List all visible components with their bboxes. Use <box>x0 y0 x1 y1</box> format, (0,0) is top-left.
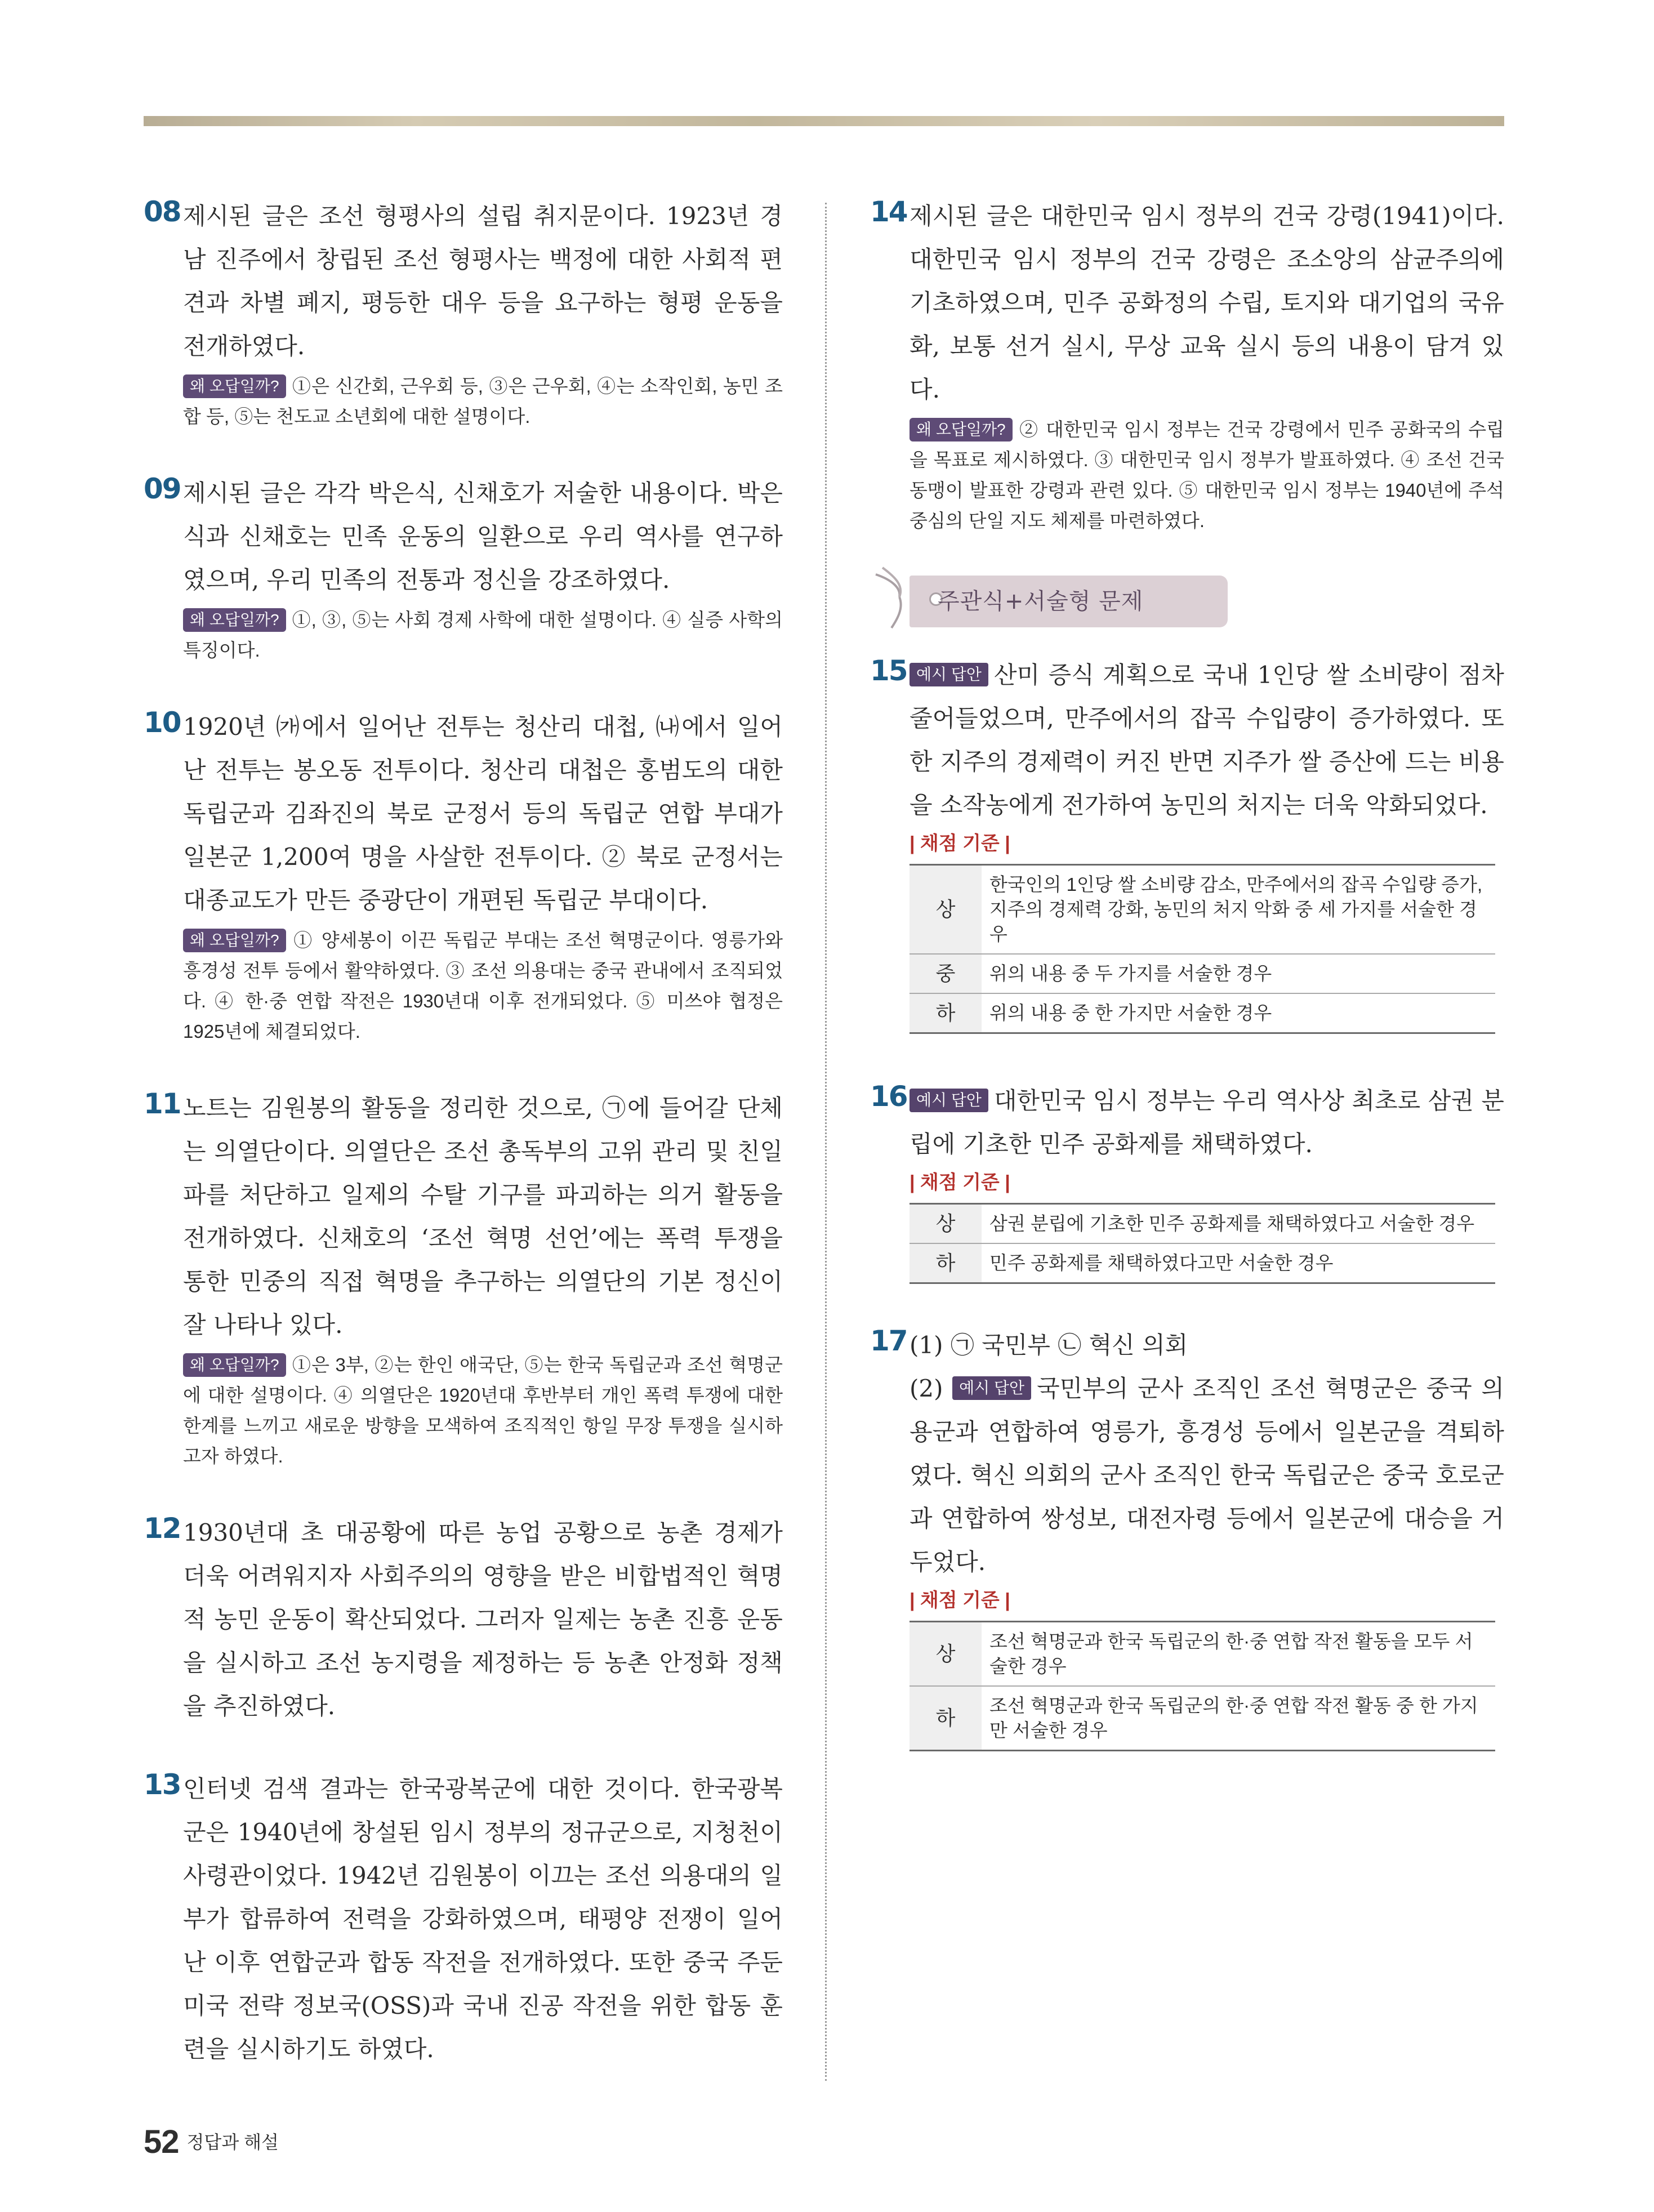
grading-table <box>910 1203 1495 1284</box>
left-column <box>144 194 783 2071</box>
grade-row <box>910 1204 1495 1244</box>
grading-criteria-label: | 채점 기준 | <box>910 833 1010 854</box>
example-answer-badge: 예시 답안 <box>910 1089 988 1112</box>
grade-row <box>910 1686 1495 1751</box>
grade-description: 위의 내용 중 두 가지를 서술한 경우 <box>982 954 1495 993</box>
section-title: 주관식+서술형 문제 <box>938 588 1144 614</box>
answer-13 <box>144 1767 783 2071</box>
column-divider <box>825 203 827 2081</box>
why-wrong-text: ①은 3부, ②는 한인 애국단, ⑤는 한국 독립군과 조선 혁명군에 대한 설명이다. ④ 의열단은 1920년대 후반부터 개인 폭력 투쟁에 대한 한계를 느끼고 새로운 방향을 모색하여 조직적인 항일 무장 투쟁을 실시하고자 하였다. <box>183 1354 783 1466</box>
why-wrong-badge: 왜 오답일까? <box>910 418 1013 441</box>
grade-row <box>910 954 1495 993</box>
answer-09 <box>144 471 783 666</box>
answer-12 <box>144 1511 783 1728</box>
why-wrong-badge: 왜 오답일까? <box>183 929 286 952</box>
answer-text: 제시된 글은 조선 형평사의 설립 취지문이다. 1923년 경남 진주에서 창립된 조선 형평사는 백정에 대한 사회적 편견과 차별 폐지, 평등한 대우 등을 요구하는 형평 운동을 전개하였다. <box>183 202 783 360</box>
question-number: 16 <box>870 1080 907 1113</box>
why-wrong-note <box>183 371 783 432</box>
answer-16 <box>870 1079 1504 1284</box>
example-answer-text: 국민부의 군사 조직인 조선 혁명군은 중국 의용군과 연합하여 영릉가, 흥경성 등에서 일본군을 격퇴하였다. 혁신 의회의 군사 조직인 한국 독립군은 중국 호로군과 연합하여 쌍성보, 대전자령 등에서 일본군에 대승을 거두었다. <box>910 1375 1504 1576</box>
example-answer-text: 대한민국 임시 정부는 우리 역사상 최초로 삼권 분립에 기초한 민주 공화제를 채택하였다. <box>910 1087 1504 1158</box>
section-heading <box>870 563 1504 636</box>
grade-level: 상 <box>910 865 982 955</box>
grade-level: 하 <box>910 993 982 1033</box>
page-number: 52 <box>144 2124 179 2160</box>
answer-15 <box>870 653 1504 1034</box>
answer-08 <box>144 194 783 432</box>
grade-description: 한국인의 1인당 쌀 소비량 감소, 만주에서의 잡곡 수입량 증가, 지주의 경제력 강화, 농민의 처지 악화 중 세 가지를 서술한 경우 <box>982 865 1495 955</box>
grade-row <box>910 1622 1495 1687</box>
grade-description: 조선 혁명군과 한국 독립군의 한·중 연합 작전 활동을 모두 서술한 경우 <box>982 1622 1495 1687</box>
question-number: 17 <box>870 1324 907 1357</box>
answer-part1: (1) ㉠ 국민부 ㉡ 혁신 의회 <box>910 1331 1188 1359</box>
example-answer-badge: 예시 답안 <box>910 663 988 686</box>
footer-label: 정답과 해설 <box>186 2132 279 2152</box>
grade-level: 하 <box>910 1243 982 1283</box>
question-number: 12 <box>144 1512 181 1545</box>
answer-text <box>910 1079 1504 1166</box>
question-number: 10 <box>144 706 181 739</box>
why-wrong-note <box>183 1350 783 1471</box>
example-answer-badge: 예시 답안 <box>952 1376 1031 1400</box>
question-number: 11 <box>144 1087 181 1120</box>
grade-description: 조선 혁명군과 한국 독립군의 한·중 연합 작전 활동 중 한 가지만 서술한 경우 <box>982 1686 1495 1751</box>
answer-11 <box>144 1086 783 1471</box>
answer-part2 <box>910 1367 1504 1584</box>
answer-text: 제시된 글은 각각 박은식, 신채호가 저술한 내용이다. 박은식과 신채호는 민족 운동의 일환으로 우리 역사를 연구하였으며, 우리 민족의 전통과 정신을 강조하였다. <box>183 479 783 594</box>
answer-17 <box>870 1323 1504 1751</box>
grading-criteria-label: | 채점 기준 | <box>910 1172 1010 1193</box>
part-label: (2) <box>910 1375 943 1402</box>
right-column <box>870 194 1504 1751</box>
grade-row <box>910 1243 1495 1283</box>
grade-row <box>910 865 1495 955</box>
why-wrong-note <box>183 925 783 1047</box>
question-number: 09 <box>144 472 181 505</box>
why-wrong-text: ② 대한민국 임시 정부는 건국 강령에서 민주 공화국의 수립을 목표로 제시하였다. ③ 대한민국 임시 정부가 발표하였다. ④ 조선 건국 동맹이 발표한 강령과 관련 있다. ⑤ 대한민국 임시 정부는 1940년에 주석 중심의 단일 지도 체제를 마련하였다. <box>910 419 1504 531</box>
answer-text: 노트는 김원봉의 활동을 정리한 것으로, ㉠에 들어갈 단체는 의열단이다. 의열단은 조선 총독부의 고위 관리 및 친일파를 처단하고 일제의 수탈 기구를 파괴하는 의거 활동을 전개하였다. 신채호의 ‘조선 혁명 선언’에는 폭력 투쟁을 통한 민중의 직접 혁명을 추구하는 의열단의 기본 정신이 잘 나타나 있다. <box>183 1094 783 1339</box>
grade-description: 민주 공화제를 채택하였다고만 서술한 경우 <box>982 1243 1495 1283</box>
answer-14 <box>870 194 1504 536</box>
example-answer-text: 산미 증식 계획으로 국내 1인당 쌀 소비량이 점차 줄어들었으며, 만주에서의 잡곡 수입량이 증가하였다. 또한 지주의 경제력이 커진 반면 지주가 쌀 증산에 드는 비용을 소작농에게 전가하여 농민의 처지는 더욱 악화되었다. <box>910 661 1504 819</box>
answer-text: 제시된 글은 대한민국 임시 정부의 건국 강령(1941)이다. 대한민국 임시 정부의 건국 강령은 조소앙의 삼균주의에 기초하였으며, 민주 공화정의 수립, 토지와 대기업의 국유화, 보통 선거 실시, 무상 교육 실시 등의 내용이 담겨 있다. <box>910 202 1504 403</box>
question-number: 08 <box>144 195 181 228</box>
question-number: 15 <box>870 654 907 687</box>
answer-text <box>910 653 1504 827</box>
answer-text: 인터넷 검색 결과는 한국광복군에 대한 것이다. 한국광복군은 1940년에 창설된 임시 정부의 정규군으로, 지청천이 사령관이었다. 1942년 김원봉이 이끄는 조선 의용대의 일부가 합류하여 전력을 강화하였으며, 태평양 전쟁이 일어난 이후 연합군과 합동 작전을 전개하였다. 또한 중국 주둔 미국 전략 정보국(OSS)과 국내 진공 작전을 위한 합동 훈련을 실시하기도 하였다. <box>183 1775 783 2063</box>
why-wrong-note <box>910 414 1504 536</box>
page-footer <box>144 2123 279 2161</box>
why-wrong-badge: 왜 오답일까? <box>183 1353 286 1377</box>
why-wrong-badge: 왜 오답일까? <box>183 374 286 398</box>
grading-table <box>910 1621 1495 1751</box>
answer-text: 1930년대 초 대공황에 따른 농업 공황으로 농촌 경제가 더욱 어려워지자 사회주의의 영향을 받은 비합법적인 혁명적 농민 운동이 확산되었다. 그러자 일제는 농촌 진흥 운동을 실시하고 조선 농지령을 제정하는 등 농촌 안정화 정책을 추진하였다. <box>183 1519 783 1720</box>
why-wrong-text: ①은 신간회, 근우회 등, ③은 근우회, ④는 소작인회, 농민 조합 등, ⑤는 천도교 소년회에 대한 설명이다. <box>183 376 783 427</box>
question-number: 14 <box>870 195 907 228</box>
answer-text: 1920년 ㈎에서 일어난 전투는 청산리 대첩, ㈏에서 일어난 전투는 봉오동 전투이다. 청산리 대첩은 홍범도의 대한 독립군과 김좌진의 북로 군정서 등의 독립군 연합 부대가 일본군 1,200여 명을 사살한 전투이다. ② 북로 군정서는 대종교도가 만든 중광단이 개편된 독립군 부대이다. <box>183 713 783 914</box>
why-wrong-text: ①, ③, ⑤는 사회 경제 사학에 대한 설명이다. ④ 실증 사학의 특징이다. <box>183 609 783 661</box>
grade-level: 하 <box>910 1686 982 1751</box>
grade-description: 위의 내용 중 한 가지만 서술한 경우 <box>982 993 1495 1033</box>
why-wrong-text: ① 양세봉이 이끈 독립군 부대는 조선 혁명군이다. 영릉가와 흥경성 전투 등에서 활약하였다. ③ 조선 의용대는 중국 관내에서 조직되었다. ④ 한·중 연합 작전은 1930년대 이후 전개되었다. ⑤ 미쓰야 협정은 1925년에 체결되었다. <box>183 930 783 1042</box>
grade-level: 중 <box>910 954 982 993</box>
grade-row <box>910 993 1495 1033</box>
answer-10 <box>144 705 783 1047</box>
question-number: 13 <box>144 1768 181 1801</box>
grading-criteria-label: | 채점 기준 | <box>910 1590 1010 1611</box>
grade-description: 삼권 분립에 기초한 민주 공화제를 채택하였다고 서술한 경우 <box>982 1204 1495 1244</box>
grade-level: 상 <box>910 1622 982 1687</box>
why-wrong-note <box>183 605 783 666</box>
header-decorative-bar <box>144 116 1504 126</box>
grading-table <box>910 864 1495 1034</box>
why-wrong-badge: 왜 오답일까? <box>183 608 286 632</box>
grade-level: 상 <box>910 1204 982 1244</box>
